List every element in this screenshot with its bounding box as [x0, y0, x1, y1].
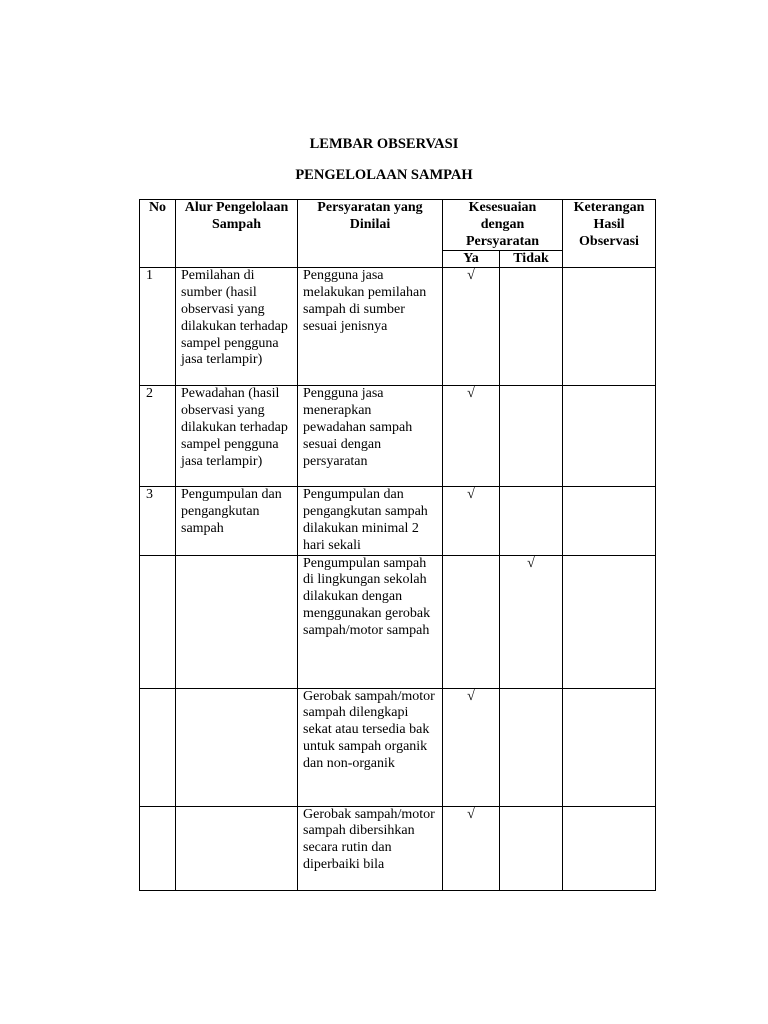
- row-no: 3: [140, 487, 176, 555]
- row-persyaratan: Pengguna jasa melakukan pemilahan sampah di sumber sesuai jenisnya: [298, 268, 443, 386]
- row-alur: Pewadahan (hasil observasi yang dilakukan terhadap sampel pengguna jasa terlampir): [176, 386, 298, 487]
- row-keterangan: [563, 268, 656, 386]
- row-no: 1: [140, 268, 176, 386]
- row-ya-check: √: [443, 688, 500, 806]
- document-subtitle: PENGELOLAAN SAMPAH: [295, 167, 473, 183]
- observation-table: [139, 199, 656, 891]
- row-alur: Pemilahan di sumber (hasil observasi yang dilakukan terhadap sampel pengguna jasa terlampir): [176, 268, 298, 386]
- row-keterangan: [563, 806, 656, 890]
- table-row: [140, 268, 656, 386]
- row-alur: [176, 555, 298, 688]
- header-alur: Alur Pengelolaan Sampah: [176, 200, 298, 268]
- row-ya-check: √: [443, 268, 500, 386]
- row-tidak-check: √: [500, 555, 563, 688]
- row-alur: [176, 688, 298, 806]
- row-ya-check: [443, 555, 500, 688]
- row-no: [140, 806, 176, 890]
- row-persyaratan: Pengguna jasa menerapkan pewadahan sampah sesuai dengan persyaratan: [298, 386, 443, 487]
- row-persyaratan: Gerobak sampah/motor sampah dibersihkan secara rutin dan diperbaiki bila: [298, 806, 443, 890]
- row-persyaratan: Gerobak sampah/motor sampah dilengkapi sekat atau tersedia bak untuk sampah organik dan non-organik: [298, 688, 443, 806]
- header-kesesuaian: Kesesuaian dengan Persyaratan: [443, 200, 563, 251]
- row-tidak-check: [500, 268, 563, 386]
- row-alur: Pengumpulan dan pengangkutan sampah: [176, 487, 298, 555]
- row-keterangan: [563, 386, 656, 487]
- table-row: [140, 487, 656, 555]
- row-tidak-check: [500, 806, 563, 890]
- row-alur: [176, 806, 298, 890]
- row-ya-check: √: [443, 806, 500, 890]
- row-no: [140, 688, 176, 806]
- header-no: No: [140, 200, 176, 268]
- row-persyaratan: Pengumpulan sampah di lingkungan sekolah dilakukan dengan menggunakan gerobak sampah/motor sampah: [298, 555, 443, 688]
- row-no: 2: [140, 386, 176, 487]
- table-row: [140, 386, 656, 487]
- row-keterangan: [563, 688, 656, 806]
- row-tidak-check: [500, 487, 563, 555]
- header-persyaratan: Persyaratan yang Dinilai: [298, 200, 443, 268]
- row-tidak-check: [500, 688, 563, 806]
- row-keterangan: [563, 555, 656, 688]
- row-ya-check: √: [443, 386, 500, 487]
- header-tidak: Tidak: [500, 251, 563, 268]
- header-keterangan: Keterangan Hasil Observasi: [563, 200, 656, 268]
- header-ya: Ya: [443, 251, 500, 268]
- row-no: [140, 555, 176, 688]
- row-tidak-check: [500, 386, 563, 487]
- document-title: LEMBAR OBSERVASI: [309, 136, 459, 152]
- table-row: [140, 806, 656, 890]
- table-row: [140, 688, 656, 806]
- row-persyaratan: Pengumpulan dan pengangkutan sampah dilakukan minimal 2 hari sekali: [298, 487, 443, 555]
- row-keterangan: [563, 487, 656, 555]
- row-ya-check: √: [443, 487, 500, 555]
- table-row: [140, 555, 656, 688]
